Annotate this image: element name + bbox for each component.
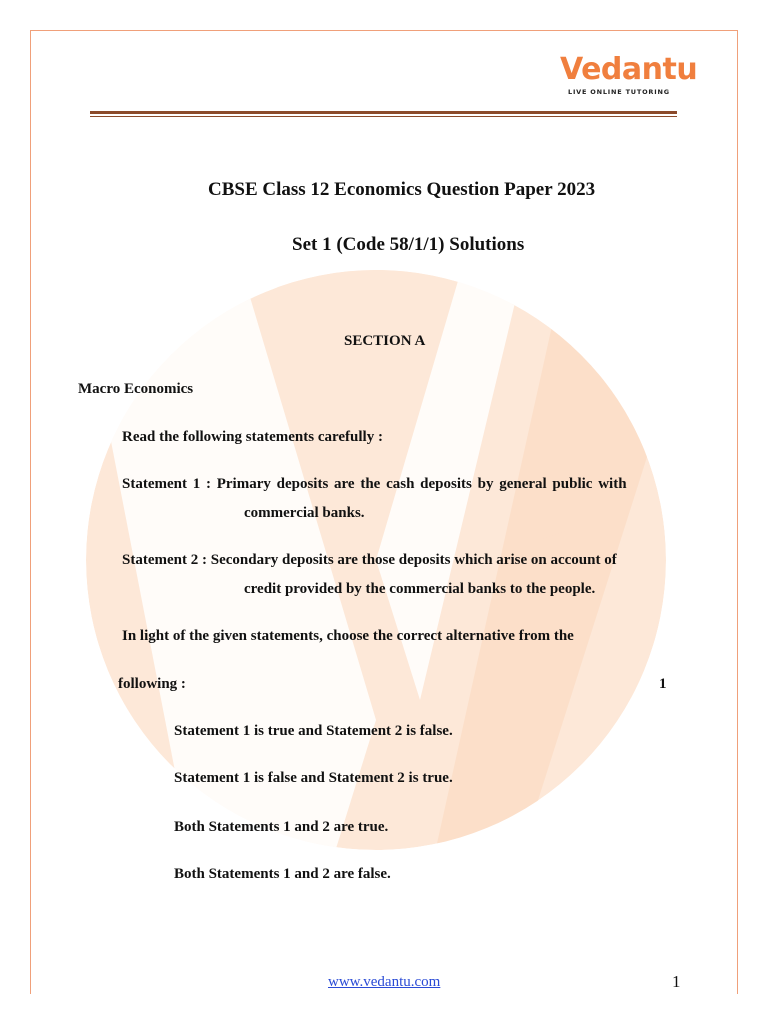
footer-website-link[interactable]: www.vedantu.com (328, 974, 441, 990)
option-c: Both Statements 1 and 2 are true. (174, 819, 389, 835)
page-border (30, 30, 738, 994)
option-a: Statement 1 is true and Statement 2 is false. (174, 723, 453, 739)
document-title: CBSE Class 12 Economics Question Paper 2023 (208, 179, 596, 200)
statement-2-line-1: Statement 2 : Secondary deposits are those deposits which arise on account of (122, 552, 617, 568)
question-marks: 1 (659, 676, 667, 692)
option-b: Statement 1 is false and Statement 2 is true. (174, 770, 453, 786)
statement-1-line-1 (122, 476, 667, 493)
statement-1-line-2: commercial banks. (244, 505, 365, 521)
header-rule (90, 111, 677, 114)
document-subtitle: Set 1 (Code 58/1/1) Solutions (292, 234, 525, 255)
question-prompt-line-2: following : (118, 676, 186, 692)
page-number: 1 (672, 972, 681, 991)
option-d: Both Statements 1 and 2 are false. (174, 866, 391, 882)
section-heading: SECTION A (344, 333, 426, 349)
question-intro: Read the following statements carefully : (122, 429, 383, 445)
subject-heading: Macro Economics (78, 381, 194, 397)
statement-1-text: Statement 1 : Primary deposits are the cash deposits by general public with (122, 476, 627, 492)
logo-wordmark: Vedantu (560, 52, 698, 87)
logo-tagline: LIVE ONLINE TUTORING (568, 88, 670, 96)
vedantu-logo (556, 52, 698, 100)
statement-2-line-2: credit provided by the commercial banks to the people. (244, 581, 596, 597)
question-prompt-line-1: In light of the given statements, choose the correct alternative from the (122, 628, 574, 644)
header-rule-thin (90, 116, 677, 117)
